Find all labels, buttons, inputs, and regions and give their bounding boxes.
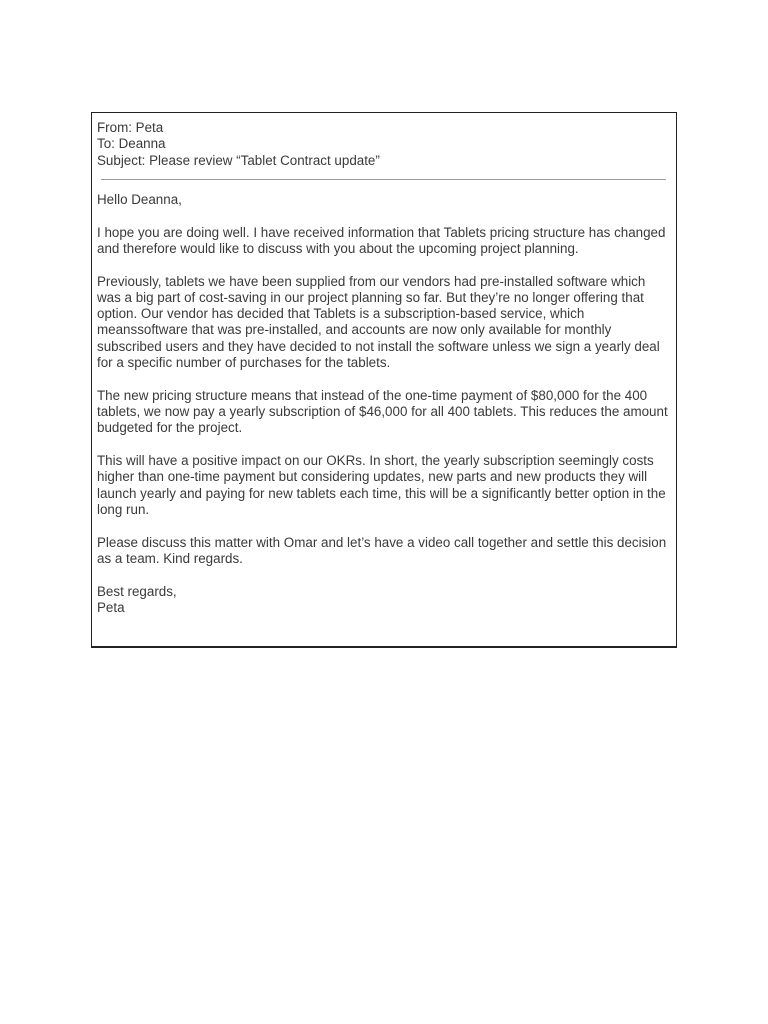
email-closing: Best regards, bbox=[97, 583, 177, 599]
email-paragraph: Please discuss this matter with Omar and let’s have a video call together and settle this decision as a team. Kind regards. bbox=[97, 534, 667, 566]
email-from: From: Peta bbox=[97, 120, 164, 135]
header-divider bbox=[101, 179, 666, 180]
email-signoff bbox=[97, 584, 670, 617]
email-paragraph: The new pricing structure means that instead of the one-time payment of $80,000 for the 400 tablets, we now pay a yearly subscription of $46,000 for all 400 tablets. This reduces the amount budgeted for the project. bbox=[97, 387, 668, 436]
email-to: To: Deanna bbox=[97, 136, 166, 152]
email-paragraph: I hope you are doing well. I have received information that Tablets pricing structure has changed and therefore would like to discuss with you about the upcoming project planning. bbox=[97, 224, 666, 256]
email-subject: Subject: Please review “Tablet Contract update” bbox=[97, 152, 380, 168]
email-paragraph: Previously, tablets we have been supplied from our vendors had pre-installed software which was a big part of cost-saving in our project planning so far. But they’re no longer offering that option. Our vendor has decided that Tablets is a subscription-based service, which meanssoftware that was pre-installed, and accounts are now only available for monthly subscribed users and they have decided to not install the software unless we sign a yearly deal for a specific number of purchases for the tablets. bbox=[97, 273, 660, 371]
email-paragraph: This will have a positive impact on our OKRs. In short, the yearly subscription seemingly costs higher than one-time payment but considering updates, new parts and new products they will launch yearly and paying for new tablets each time, this will be a significantly better option in the long run. bbox=[97, 453, 666, 517]
email-signature: Peta bbox=[97, 599, 125, 615]
email-document bbox=[91, 112, 677, 648]
email-greeting: Hello Deanna, bbox=[97, 191, 182, 207]
